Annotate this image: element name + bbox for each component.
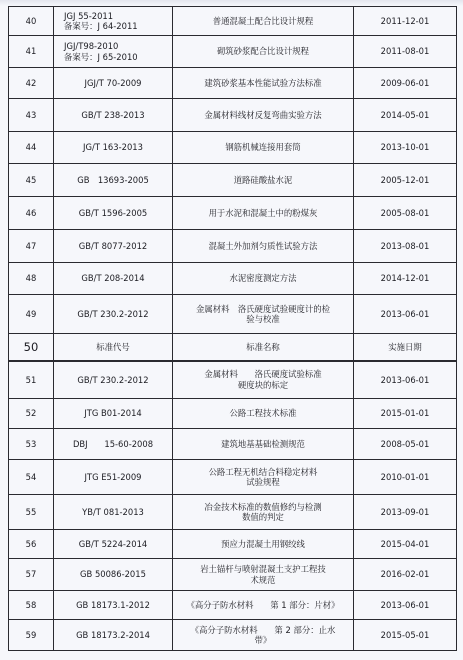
- standard-name: [173, 164, 354, 197]
- row-number: 43: [9, 99, 54, 132]
- row-number: 44: [9, 132, 54, 164]
- table-body-upper: [9, 7, 457, 334]
- effective-date: 2014-05-01: [354, 99, 457, 132]
- standard-name-line: 数值的判定: [242, 512, 284, 522]
- effective-date: 2013-06-01: [354, 591, 457, 620]
- row-number: 47: [9, 230, 54, 263]
- table-row: [9, 7, 457, 36]
- table-row: [9, 530, 457, 559]
- effective-date: 2011-08-01: [354, 36, 457, 68]
- standard-name-line: 建筑地基基础检测规范: [221, 438, 305, 449]
- standard-name-line: 岩土锚杆与喷射混凝土支护工程技: [200, 564, 326, 574]
- standard-code-line: GB/T 230.2-2012: [77, 308, 149, 319]
- header-date: 实施日期: [354, 334, 457, 361]
- standard-code: [54, 429, 173, 460]
- standard-name: [173, 197, 354, 230]
- row-number: 59: [9, 620, 54, 651]
- standard-code-line: JGJ 55-2011: [64, 10, 114, 21]
- row-number: 58: [9, 591, 54, 620]
- standard-name-line: 建筑砂浆基本性能试验方法标准: [204, 77, 322, 88]
- standard-code: [54, 530, 173, 559]
- standard-name: [173, 68, 354, 99]
- standard-name: [173, 36, 354, 68]
- standard-name: [173, 7, 354, 36]
- standard-code-line: 备案号：J 64-2011: [64, 21, 138, 31]
- effective-date: 2015-05-01: [354, 620, 457, 651]
- standard-code: [54, 399, 173, 429]
- standard-code-line: 备案号：J 65-2010: [64, 51, 138, 62]
- standard-code-line: GB/T 238-2013: [81, 109, 145, 120]
- table-row: [9, 429, 457, 460]
- header-name: 标准名称: [173, 334, 354, 361]
- table-row: [9, 399, 457, 429]
- row-number: 51: [9, 361, 54, 399]
- standard-name: [173, 460, 354, 495]
- standard-code: [54, 559, 173, 591]
- standard-code: [54, 620, 173, 651]
- standard-code: [54, 197, 173, 230]
- standard-name-line: 《高分子防水材料 第 1 部分：片材》: [186, 599, 340, 610]
- row-number: 48: [9, 263, 54, 295]
- standard-name-line: 验与校准: [246, 314, 280, 324]
- effective-date: 2015-04-01: [354, 530, 457, 559]
- standard-name: [173, 295, 354, 334]
- standard-code: [54, 7, 173, 36]
- table-row: [9, 495, 457, 530]
- standard-code-line: GB/T 208-2014: [81, 273, 145, 284]
- table-row: [9, 295, 457, 334]
- standard-code: [54, 460, 173, 495]
- effective-date: 2009-06-01: [354, 68, 457, 99]
- table-header-row: [9, 334, 457, 361]
- standard-code-line: GB 13693-2005: [77, 174, 149, 185]
- standard-name-line: 用于水泥和混凝土中的粉煤灰: [208, 207, 318, 218]
- standard-name: [173, 591, 354, 620]
- standard-code-line: GB/T 230.2-2012: [77, 374, 149, 385]
- standard-code: [54, 263, 173, 295]
- standard-code: [54, 591, 173, 620]
- row-number: 52: [9, 399, 54, 429]
- standard-name-line: 水泥密度测定方法: [229, 273, 297, 284]
- standard-code: [54, 36, 173, 68]
- standard-code-line: JTG B01-2014: [84, 408, 142, 419]
- standard-code-line: GB 18173.1-2012: [76, 599, 150, 610]
- effective-date: 2005-12-01: [354, 164, 457, 197]
- row-number: 49: [9, 295, 54, 334]
- table-row: [9, 230, 457, 263]
- standard-name-line: 砌筑砂浆配合比设计规程: [216, 46, 310, 57]
- standard-name: [173, 620, 354, 651]
- standard-name: [173, 361, 354, 399]
- standard-name-line: 道路硅酸盐水泥: [233, 174, 293, 185]
- row-number: 41: [9, 36, 54, 68]
- standard-name-line: 混凝土外加剂匀质性试验方法: [208, 240, 318, 251]
- row-number: 55: [9, 495, 54, 530]
- standard-code: [54, 230, 173, 263]
- table-row: [9, 559, 457, 591]
- standard-code-line: GB/T 8077-2012: [78, 240, 148, 251]
- standard-code: [54, 132, 173, 164]
- table-row: [9, 361, 457, 399]
- standard-name-line: 带》: [254, 635, 272, 645]
- standard-code-line: GB/T 5224-2014: [78, 538, 148, 549]
- effective-date: 2011-12-01: [354, 7, 457, 36]
- header-number: 50: [9, 334, 54, 361]
- standard-name: [173, 429, 354, 460]
- standard-code: [54, 99, 173, 132]
- standard-code-line: YB/T 081-2013: [82, 506, 144, 517]
- standard-code-line: DBJ 15-60-2008: [72, 438, 154, 449]
- table-row: [9, 620, 457, 651]
- table-row: [9, 263, 457, 295]
- standard-code-line: GB 50086-2015: [80, 569, 146, 580]
- standard-name-line: 钢筋机械连接用套筒: [225, 142, 301, 153]
- standard-code-line: JGJ/T98-2010: [64, 41, 119, 51]
- effective-date: 2014-12-01: [354, 263, 457, 295]
- standard-code-line: JTG E51-2009: [84, 471, 142, 482]
- standard-name-line: 普通混凝土配合比设计规程: [212, 15, 314, 26]
- standard-code: [54, 68, 173, 99]
- standard-name-line: 《高分子防水材料 第 2 部分：止水: [190, 624, 336, 635]
- row-number: 53: [9, 429, 54, 460]
- row-number: 56: [9, 530, 54, 559]
- standard-name: [173, 132, 354, 164]
- table-row: [9, 68, 457, 99]
- standard-code-line: GB 18173.2-2014: [76, 629, 150, 640]
- effective-date: 2010-01-01: [354, 460, 457, 495]
- effective-date: 2008-05-01: [354, 429, 457, 460]
- standard-code-line: GB/T 1596-2005: [78, 207, 148, 218]
- row-number: 57: [9, 559, 54, 591]
- table-body-lower: [9, 361, 457, 651]
- standard-name: [173, 559, 354, 591]
- effective-date: 2013-08-01: [354, 230, 457, 263]
- standard-name-line: 冶金技术标准的数值修约与检测: [204, 501, 322, 512]
- standard-name: [173, 530, 354, 559]
- standard-name-line: 预应力混凝土用钢绞线: [221, 538, 305, 549]
- standard-code: [54, 295, 173, 334]
- effective-date: 2015-01-01: [354, 399, 457, 429]
- standard-name-line: 金属材料 洛氏硬度试验硬度计的检: [196, 303, 330, 314]
- table-row: [9, 36, 457, 68]
- effective-date: 2013-06-01: [354, 295, 457, 334]
- standard-code: [54, 361, 173, 399]
- table-row: [9, 197, 457, 230]
- standard-code-line: JGJ/T 70-2009: [84, 77, 142, 88]
- header-code: 标准代号: [54, 334, 173, 361]
- standard-name: [173, 263, 354, 295]
- table-row: [9, 164, 457, 197]
- standard-name-line: 硬度块的标定: [237, 379, 289, 390]
- standard-name: [173, 399, 354, 429]
- row-number: 46: [9, 197, 54, 230]
- row-number: 40: [9, 7, 54, 36]
- effective-date: 2016-02-01: [354, 559, 457, 591]
- standard-name-line: 试验规程: [246, 477, 280, 487]
- row-number: 42: [9, 68, 54, 99]
- standard-name: [173, 495, 354, 530]
- standards-table: [8, 6, 457, 651]
- table-row: [9, 99, 457, 132]
- standard-name: [173, 99, 354, 132]
- standard-code: [54, 495, 173, 530]
- standard-name-line: 金属材料 洛氏硬度试验标准: [204, 369, 322, 380]
- standard-name-line: 金属材料线材反复弯曲实验方法: [204, 109, 322, 120]
- effective-date: 2013-09-01: [354, 495, 457, 530]
- table-header-repeat: [9, 334, 457, 361]
- standard-name-line: 公路工程无机结合料稳定材料: [208, 466, 318, 477]
- row-number: 45: [9, 164, 54, 197]
- standard-code-line: JG/T 163-2013: [83, 142, 143, 153]
- standard-name-line: 术规范: [250, 574, 276, 585]
- effective-date: 2013-10-01: [354, 132, 457, 164]
- effective-date: 2013-06-01: [354, 361, 457, 399]
- effective-date: 2005-08-01: [354, 197, 457, 230]
- standard-code: [54, 164, 173, 197]
- table-row: [9, 591, 457, 620]
- table-row: [9, 132, 457, 164]
- standard-name: [173, 230, 354, 263]
- row-number: 54: [9, 460, 54, 495]
- table-row: [9, 460, 457, 495]
- standard-name-line: 公路工程技术标准: [229, 408, 297, 419]
